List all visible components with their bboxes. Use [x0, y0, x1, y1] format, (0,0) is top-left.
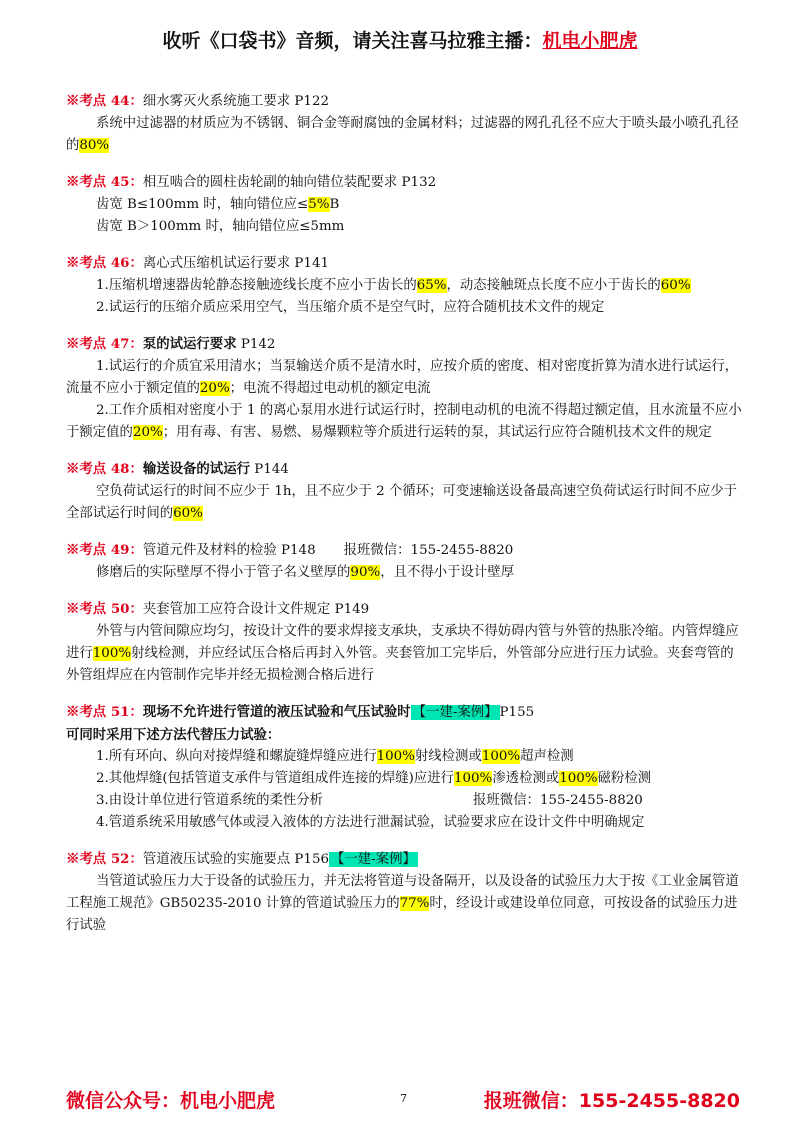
point-45	[66, 171, 744, 238]
point-line: 1.所有环向、纵向对接焊缝和螺旋缝焊缝应进行100%射线检测或100%超声检测	[96, 749, 574, 764]
point-47	[66, 333, 744, 444]
highlight: 100%	[92, 646, 132, 661]
point-tag: ※考点 44：	[66, 93, 143, 109]
point-tag: ※考点 45：	[66, 174, 143, 190]
point-line: 4.管道系统采用敏感气体或浸入液体的方法进行泄漏试验，试验要求应在设计文件中明确规定	[96, 815, 645, 830]
point-line: 1.压缩机增速器齿轮静态接触迹线长度不应小于齿长的65%，动态接触斑点长度不应小于齿长的60%	[96, 278, 691, 293]
point-title: 离心式压缩机试运行要求 P141	[142, 256, 329, 271]
highlight: 20%	[132, 425, 163, 440]
exam-badge: 【一建-案例】	[412, 705, 498, 720]
highlight: 100%	[454, 771, 493, 786]
point-line: 1.试运行的介质宜采用清水；当泵输送介质不是清水时，应按介质的密度、相对密度折算为清水进行试运行，流量不应小于额定值的20%；电流不得超过电动机的额定电流	[66, 359, 739, 396]
header-prefix: 收听《口袋书》音频，请关注喜马拉雅主播：	[162, 30, 543, 52]
point-tag: ※考点 46：	[66, 255, 143, 271]
point-body: 空负荷试运行的时间不应少于 1h，且不应少于 2 个循环；可变速输送设备最高速空负荷试运行时间不应少于全部试运行时间的60%	[66, 484, 738, 521]
point-line: 2.试运行的压缩介质应采用空气，当压缩介质不是空气时，应符合随机技术文件的规定	[96, 300, 605, 315]
point-title: 细水雾灭火系统施工要求 P122	[142, 94, 329, 109]
point-body: 外管与内管间隙应均匀，按设计文件的要求焊接支承块，支承块不得妨碍内管与外管的热胀冷缩。内管焊缝应进行100%射线检测，并应经试压合格后再封入外管。夹套管加工完毕后，外管部分应进行压力试验。夹套弯管的外管组焊应在内管制作完毕并经无损检测合格后进行	[66, 624, 739, 683]
point-52	[66, 848, 744, 937]
point-title: 管道液压试验的实施要点 P156	[142, 852, 329, 867]
highlight: 100%	[559, 771, 598, 786]
point-51	[66, 701, 744, 834]
point-49	[66, 539, 744, 584]
point-page: P144	[249, 462, 289, 477]
point-title: 相互啮合的圆柱齿轮副的轴向错位装配要求 P132	[142, 175, 437, 190]
point-page: P155	[499, 705, 535, 720]
page-footer	[0, 1086, 800, 1116]
point-44	[66, 90, 744, 157]
highlight: 20%	[199, 381, 230, 396]
highlight: 100%	[376, 749, 415, 764]
highlight: 80%	[79, 138, 110, 153]
highlight: 60%	[173, 506, 203, 521]
header-host-link[interactable]: 机电小肥虎	[542, 30, 638, 52]
point-title: 管道元件及材料的检验 P148	[142, 543, 316, 558]
point-body: 当管道试验压力大于设备的试验压力，并无法将管道与设备隔开，以及设备的试验压力大于按《工业金属管道工程施工规范》GB50235-2010 计算的管道试验压力的77%时，经设计或建设单位同意，可按设备的试验压力进行试验	[66, 874, 739, 933]
point-tag: ※考点 50：	[66, 601, 143, 617]
point-tag: ※考点 51：	[66, 704, 143, 720]
highlight: 77%	[399, 896, 430, 911]
highlight: 65%	[416, 278, 447, 293]
point-50	[66, 598, 744, 687]
point-line: 3.由设计单位进行管道系统的柔性分析 报班微信：155-2455-8820	[96, 793, 643, 808]
point-tag: ※考点 49：	[66, 542, 143, 558]
page-number: 7	[400, 1092, 407, 1105]
content	[66, 90, 744, 951]
point-tag: ※考点 48：	[66, 461, 143, 477]
highlight: 90%	[350, 565, 381, 580]
exam-badge: 【一建-案例】	[330, 852, 416, 867]
point-line: 齿宽 B＞100mm 时，轴向错位应≤5mm	[96, 219, 345, 234]
point-title: 现场不允许进行管道的液压试验和气压试验时	[142, 704, 411, 720]
point-48	[66, 458, 744, 525]
wechat-contact: 报班微信：155-2455-8820	[473, 793, 643, 808]
point-46	[66, 252, 744, 319]
point-tag: ※考点 47：	[66, 336, 143, 352]
point-line: 齿宽 B≤100mm 时，轴向错位应≤5%B	[96, 197, 340, 212]
point-body: 修磨后的实际壁厚不得小于管子名义壁厚的90%，且不得小于设计壁厚	[96, 565, 515, 580]
point-page: P142	[236, 337, 276, 352]
highlight: 60%	[660, 278, 691, 293]
point-body: 系统中过滤器的材质应为不锈钢、铜合金等耐腐蚀的金属材料；过滤器的网孔孔径不应大于喷头最小喷孔孔径的80%	[66, 116, 739, 153]
footer-wechat-contact: 报班微信：155-2455-8820	[483, 1090, 740, 1112]
wechat-contact: 报班微信：155-2455-8820	[343, 543, 514, 558]
point-title: 夹套管加工应符合设计文件规定 P149	[142, 602, 370, 617]
page-header	[0, 26, 800, 53]
highlight: 5%	[308, 197, 330, 212]
point-line: 2.其他焊缝(包括管道支承件与管道组成件连接的焊缝)应进行100%渗透检测或100%磁粉检测	[96, 771, 652, 786]
highlight: 100%	[481, 749, 521, 764]
point-tag: ※考点 52：	[66, 851, 143, 867]
point-subtitle: 可同时采用下述方法代替压力试验：	[66, 727, 281, 743]
footer-wechat-account: 微信公众号：机电小肥虎	[66, 1090, 276, 1112]
point-line: 2.工作介质相对密度小于 1 的离心泵用水进行试运行时，控制电动机的电流不得超过额定值，且水流量不应小于额定值的20%；用有毒、有害、易燃、易爆颗粒等介质进行运转的泵，其试运行应符合随机技术文件的规定	[66, 403, 742, 440]
point-title: 输送设备的试运行	[142, 461, 250, 477]
point-title: 泵的试运行要求	[142, 336, 237, 352]
